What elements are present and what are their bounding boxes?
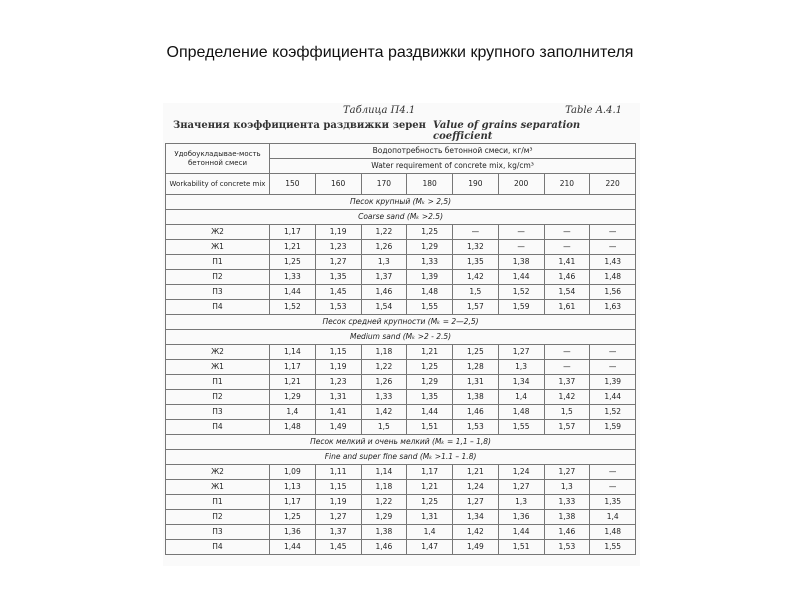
table-cell: 1,27 (315, 510, 361, 525)
table-cell: 1,48 (590, 270, 636, 285)
table-title-ru: Значения коэффициента раздвижки зерен (173, 120, 426, 131)
column-header: 150 (270, 174, 316, 195)
table-cell: 1,53 (544, 540, 590, 555)
table-cell: 1,26 (361, 240, 407, 255)
table-cell: 1,46 (453, 405, 499, 420)
table-cell: — (498, 225, 544, 240)
row-label: П1 (166, 375, 270, 390)
water-en-header: Water requirement of concrete mix, kg/cm³ (270, 159, 636, 174)
table-cell: 1,15 (315, 345, 361, 360)
table-cell: 1,46 (544, 270, 590, 285)
row-label: Ж2 (166, 345, 270, 360)
table-row (166, 405, 636, 420)
table-cell: 1,29 (270, 390, 316, 405)
table-cell: 1,34 (498, 375, 544, 390)
table-cell: 1,51 (407, 420, 453, 435)
table-cell: 1,24 (498, 465, 544, 480)
table-row (166, 540, 636, 555)
row-label: П2 (166, 270, 270, 285)
row-label: П1 (166, 495, 270, 510)
scanned-table-image (163, 103, 640, 566)
table-cell: 1,55 (590, 540, 636, 555)
table-cell: 1,31 (453, 375, 499, 390)
table-cell: 1,25 (407, 225, 453, 240)
table-cell: 1,19 (315, 495, 361, 510)
section-title-ru: Песок крупный (Мₖ > 2,5) (166, 195, 636, 210)
table-cell: 1,42 (361, 405, 407, 420)
table-cell: 1,28 (453, 360, 499, 375)
table-cell: 1,33 (361, 390, 407, 405)
table-cell: 1,17 (407, 465, 453, 480)
table-cell: 1,5 (361, 420, 407, 435)
table-cell: 1,36 (498, 510, 544, 525)
table-cell: — (590, 240, 636, 255)
table-cell: 1,61 (544, 300, 590, 315)
table-cell: — (544, 225, 590, 240)
section-title-en: Medium sand (Мₖ >2 - 2.5) (166, 330, 636, 345)
table-cell: 1,53 (453, 420, 499, 435)
table-cell: 1,18 (361, 480, 407, 495)
row-label: П3 (166, 405, 270, 420)
table-cell: 1,27 (498, 345, 544, 360)
table-cell: 1,44 (270, 285, 316, 300)
table-cell: 1,18 (361, 345, 407, 360)
table-cell: 1,4 (270, 405, 316, 420)
table-cell: — (544, 240, 590, 255)
table-cell: 1,3 (498, 495, 544, 510)
table-cell: 1,21 (270, 240, 316, 255)
column-header: 160 (315, 174, 361, 195)
section-subtitle-row (166, 330, 636, 345)
table-cell: 1,27 (544, 465, 590, 480)
table-cell: 1,38 (498, 255, 544, 270)
column-header: 200 (498, 174, 544, 195)
table-cell: 1,55 (498, 420, 544, 435)
table-cell: 1,39 (590, 375, 636, 390)
table-cell: 1,33 (270, 270, 316, 285)
row-label: Ж2 (166, 465, 270, 480)
table-number-ru: Таблица П4.1 (343, 105, 416, 116)
column-header: 220 (590, 174, 636, 195)
table-cell: 1,5 (453, 285, 499, 300)
table-cell: 1,42 (544, 390, 590, 405)
table-cell: 1,13 (270, 480, 316, 495)
table-cell: 1,3 (498, 360, 544, 375)
table-cell: 1,22 (361, 495, 407, 510)
table-number-en: Table A.4.1 (565, 105, 622, 116)
row-label: Ж1 (166, 240, 270, 255)
table-cell: 1,37 (315, 525, 361, 540)
table-cell: 1,53 (315, 300, 361, 315)
table-row (166, 255, 636, 270)
table-cell: 1,55 (407, 300, 453, 315)
table-cell: 1,38 (544, 510, 590, 525)
table-cell: 1,38 (453, 390, 499, 405)
table-row (166, 390, 636, 405)
table-row (166, 465, 636, 480)
table-cell: 1,17 (270, 360, 316, 375)
table-cell: 1,15 (315, 480, 361, 495)
table-cell: — (590, 345, 636, 360)
table-cell: 1,52 (590, 405, 636, 420)
section-title-row (166, 315, 636, 330)
table-cell: 1,5 (544, 405, 590, 420)
table-caption (163, 103, 640, 142)
row-label: П4 (166, 540, 270, 555)
table-cell: 1,27 (453, 495, 499, 510)
table-cell: 1,27 (498, 480, 544, 495)
column-header: 190 (453, 174, 499, 195)
slide-title: Определение коэффициента раздвижки крупного заполнителя (166, 44, 634, 61)
table-cell: 1,44 (407, 405, 453, 420)
table-row (166, 300, 636, 315)
table-cell: 1,26 (361, 375, 407, 390)
table-cell: 1,25 (270, 255, 316, 270)
header-row-1 (166, 144, 636, 159)
table-cell: 1,41 (315, 405, 361, 420)
table-cell: 1,46 (544, 525, 590, 540)
table-row (166, 285, 636, 300)
table-cell: 1,25 (407, 495, 453, 510)
table-cell: 1,42 (453, 270, 499, 285)
column-header: 180 (407, 174, 453, 195)
table-cell: 1,59 (590, 420, 636, 435)
table-cell: 1,44 (498, 270, 544, 285)
table-cell: 1,25 (453, 345, 499, 360)
table-row (166, 360, 636, 375)
table-cell: 1,38 (361, 525, 407, 540)
table-cell: 1,59 (498, 300, 544, 315)
table-cell: 1,44 (590, 390, 636, 405)
table-cell: 1,42 (453, 525, 499, 540)
table-cell: 1,41 (544, 255, 590, 270)
table-cell: 1,3 (544, 480, 590, 495)
table-row (166, 495, 636, 510)
table-cell: 1,31 (315, 390, 361, 405)
table-cell: 1,21 (453, 465, 499, 480)
table-cell: 1,09 (270, 465, 316, 480)
table-cell: 1,37 (361, 270, 407, 285)
row-label: Ж2 (166, 225, 270, 240)
table-cell: 1,44 (270, 540, 316, 555)
table-cell: 1,39 (407, 270, 453, 285)
table-cell: 1,37 (544, 375, 590, 390)
table-cell: 1,48 (270, 420, 316, 435)
table-cell: 1,14 (361, 465, 407, 480)
table-cell: 1,11 (315, 465, 361, 480)
table-cell: 1,46 (361, 285, 407, 300)
section-title-ru: Песок мелкий и очень мелкий (Мₖ = 1,1 – 1,8) (166, 435, 636, 450)
table-cell: — (498, 240, 544, 255)
table-cell: — (544, 360, 590, 375)
table-cell: 1,29 (407, 375, 453, 390)
table-cell: 1,22 (361, 225, 407, 240)
table-cell: 1,31 (407, 510, 453, 525)
table-cell: 1,45 (315, 540, 361, 555)
table-cell: 1,57 (453, 300, 499, 315)
table-cell: 1,52 (498, 285, 544, 300)
table-cell: 1,54 (361, 300, 407, 315)
section-title-row (166, 195, 636, 210)
table-cell: 1,49 (453, 540, 499, 555)
table-cell: — (453, 225, 499, 240)
row-label: П1 (166, 255, 270, 270)
table-cell: 1,43 (590, 255, 636, 270)
table-cell: 1,63 (590, 300, 636, 315)
table-row (166, 345, 636, 360)
row-label: П2 (166, 510, 270, 525)
table-cell: 1,17 (270, 495, 316, 510)
table-cell: 1,57 (544, 420, 590, 435)
table-cell: 1,56 (590, 285, 636, 300)
table-cell: — (590, 360, 636, 375)
table-cell: 1,32 (453, 240, 499, 255)
table-cell: 1,51 (498, 540, 544, 555)
table-cell: 1,29 (361, 510, 407, 525)
section-title-row (166, 435, 636, 450)
table-cell: 1,36 (270, 525, 316, 540)
table-row (166, 510, 636, 525)
table-cell: 1,4 (407, 525, 453, 540)
table-cell: 1,54 (544, 285, 590, 300)
table-cell: 1,14 (270, 345, 316, 360)
table-cell: 1,24 (453, 480, 499, 495)
table-cell: 1,35 (590, 495, 636, 510)
table-cell: 1,44 (498, 525, 544, 540)
workability-ru-header: Удобоукладывае-мость бетонной смеси (166, 144, 270, 174)
table-row (166, 525, 636, 540)
workability-en-header: Workability of concrete mix (166, 174, 270, 195)
table-cell: — (590, 480, 636, 495)
table-title-en: Value of grains separation coefficient (433, 120, 581, 142)
table-row (166, 375, 636, 390)
table-cell: 1,21 (270, 375, 316, 390)
section-subtitle-row (166, 210, 636, 225)
section-title-en: Fine and super fine sand (Мₖ >1.1 – 1.8) (166, 450, 636, 465)
table-cell: 1,34 (453, 510, 499, 525)
row-label: Ж1 (166, 480, 270, 495)
row-label: П4 (166, 300, 270, 315)
table-row (166, 270, 636, 285)
table-cell: 1,3 (361, 255, 407, 270)
table-cell: 1,29 (407, 240, 453, 255)
table-cell: 1,25 (270, 510, 316, 525)
table-cell: 1,4 (590, 510, 636, 525)
section-title-ru: Песок средней крупности (Мₖ = 2—2,5) (166, 315, 636, 330)
table-cell: 1,35 (453, 255, 499, 270)
table-cell: 1,35 (407, 390, 453, 405)
row-label: Ж1 (166, 360, 270, 375)
table-cell: 1,46 (361, 540, 407, 555)
table-row (166, 225, 636, 240)
row-label: П2 (166, 390, 270, 405)
row-label: П3 (166, 525, 270, 540)
table-cell: — (590, 225, 636, 240)
table-cell: 1,48 (498, 405, 544, 420)
table-cell: — (590, 465, 636, 480)
table-cell: 1,33 (407, 255, 453, 270)
table-cell: 1,25 (407, 360, 453, 375)
grain-separation-table (165, 143, 636, 555)
section-title-en: Coarse sand (Мₖ >2.5) (166, 210, 636, 225)
table-row (166, 480, 636, 495)
table-cell: 1,48 (407, 285, 453, 300)
table-cell: 1,4 (498, 390, 544, 405)
table-cell: 1,19 (315, 360, 361, 375)
table-cell: 1,22 (361, 360, 407, 375)
table-cell: 1,19 (315, 225, 361, 240)
table-row (166, 240, 636, 255)
table-cell: 1,17 (270, 225, 316, 240)
table-cell: 1,45 (315, 285, 361, 300)
column-header: 170 (361, 174, 407, 195)
table-cell: 1,47 (407, 540, 453, 555)
table-cell: 1,48 (590, 525, 636, 540)
table-cell: 1,27 (315, 255, 361, 270)
table-cell: — (544, 345, 590, 360)
table-cell: 1,21 (407, 480, 453, 495)
section-subtitle-row (166, 450, 636, 465)
water-ru-header: Водопотребность бетонной смеси, кг/м³ (270, 144, 636, 159)
column-header: 210 (544, 174, 590, 195)
table-cell: 1,23 (315, 375, 361, 390)
table-cell: 1,35 (315, 270, 361, 285)
table-cell: 1,33 (544, 495, 590, 510)
row-label: П4 (166, 420, 270, 435)
row-label: П3 (166, 285, 270, 300)
table-cell: 1,23 (315, 240, 361, 255)
table-cell: 1,52 (270, 300, 316, 315)
table-cell: 1,49 (315, 420, 361, 435)
header-row-3 (166, 174, 636, 195)
table-row (166, 420, 636, 435)
table-cell: 1,21 (407, 345, 453, 360)
